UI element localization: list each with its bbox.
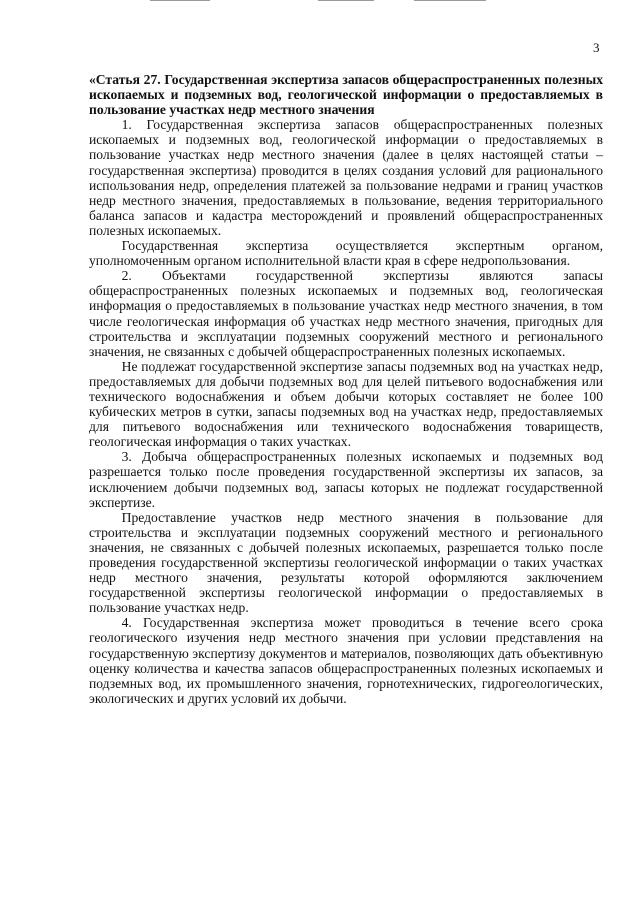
top-edge-mark <box>150 0 210 1</box>
paragraph: Не подлежат государственной экспертизе запасы подземных вод на участках недр, предоставляемых для добычи подземных вод для целей питьевого водоснабжения или технического водоснабжения и объем добычи которых составляет не более 100 кубических метров в сутки, запасы подземных вод на участках недр, предоставляемых для питьевого водоснабжения или технического водоснабжения товариществ, геологическая информация о таких участках. <box>89 358 603 450</box>
paragraph: 3. Добыча общераспространенных полезных ископаемых и подземных вод разрешается только после проведения государственной экспертизы их запасов, за исключением добычи подземных вод, запасы которых не подлежат государственной экспертизе. <box>89 449 603 510</box>
paragraph: 2. Объектами государственной экспертизы являются запасы общераспространенных полезных ископаемых и подземных вод, геологическая информация о предоставляемых в пользование участках недр местного значения, в том числе геологическая информация об участках недр местного значения, пригодных для строительства и эксплуатации подземных сооружений местного и регионального значения, не связанных с добычей общераспространенных полезных ископаемых. <box>89 268 603 359</box>
article-body <box>89 72 603 706</box>
article-title: «Статья 27. Государственная экспертиза запасов общераспространенных полезных ископаемых и подземных вод, геологической информации о предоставляемых в пользование участках недр местного значения <box>89 72 603 118</box>
top-edge-mark <box>318 0 374 1</box>
page-number: 3 <box>593 40 600 55</box>
paragraph: 1. Государственная экспертиза запасов общераспространенных полезных ископаемых и подземных вод, геологической информации о предоставляемых в пользование участках недр местного значения (далее в целях настоящей статьи – государственная экспертиза) проводится в целях создания условий для рационального использования недр, определения платежей за пользование недрами и границ участков недр местного значения, предоставляемых в пользование, ведения территориального баланса запасов и кадастра месторождений и проявлений общераспространенных полезных ископаемых. <box>89 117 603 238</box>
paragraph: 4. Государственная экспертиза может проводиться в течение всего срока геологического изучения недр местного значения при условии представления на государственную экспертизу документов и материалов, позволяющих дать объективную оценку количества и качества запасов общераспространенных полезных ископаемых и подземных вод, их промышленного значения, горнотехнических, гидрогеологических, экологических и других условий их добычи. <box>89 615 603 706</box>
top-edge-mark <box>414 0 486 1</box>
paragraph: Предоставление участков недр местного значения в пользование для строительства и эксплуатации подземных сооружений местного и регионального значения, не связанных с добычей полезных ископаемых, разрешается только после проведения государственной экспертизы геологической информации о таких участках недр местного значения, результаты которой оформляются заключением государственной экспертизы геологической информации о предоставляемых в пользование участках недр. <box>89 509 603 616</box>
paragraph: Государственная экспертиза осуществляется экспертным органом, уполномоченным органом исполнительной власти края в сфере недропользования. <box>89 238 603 269</box>
